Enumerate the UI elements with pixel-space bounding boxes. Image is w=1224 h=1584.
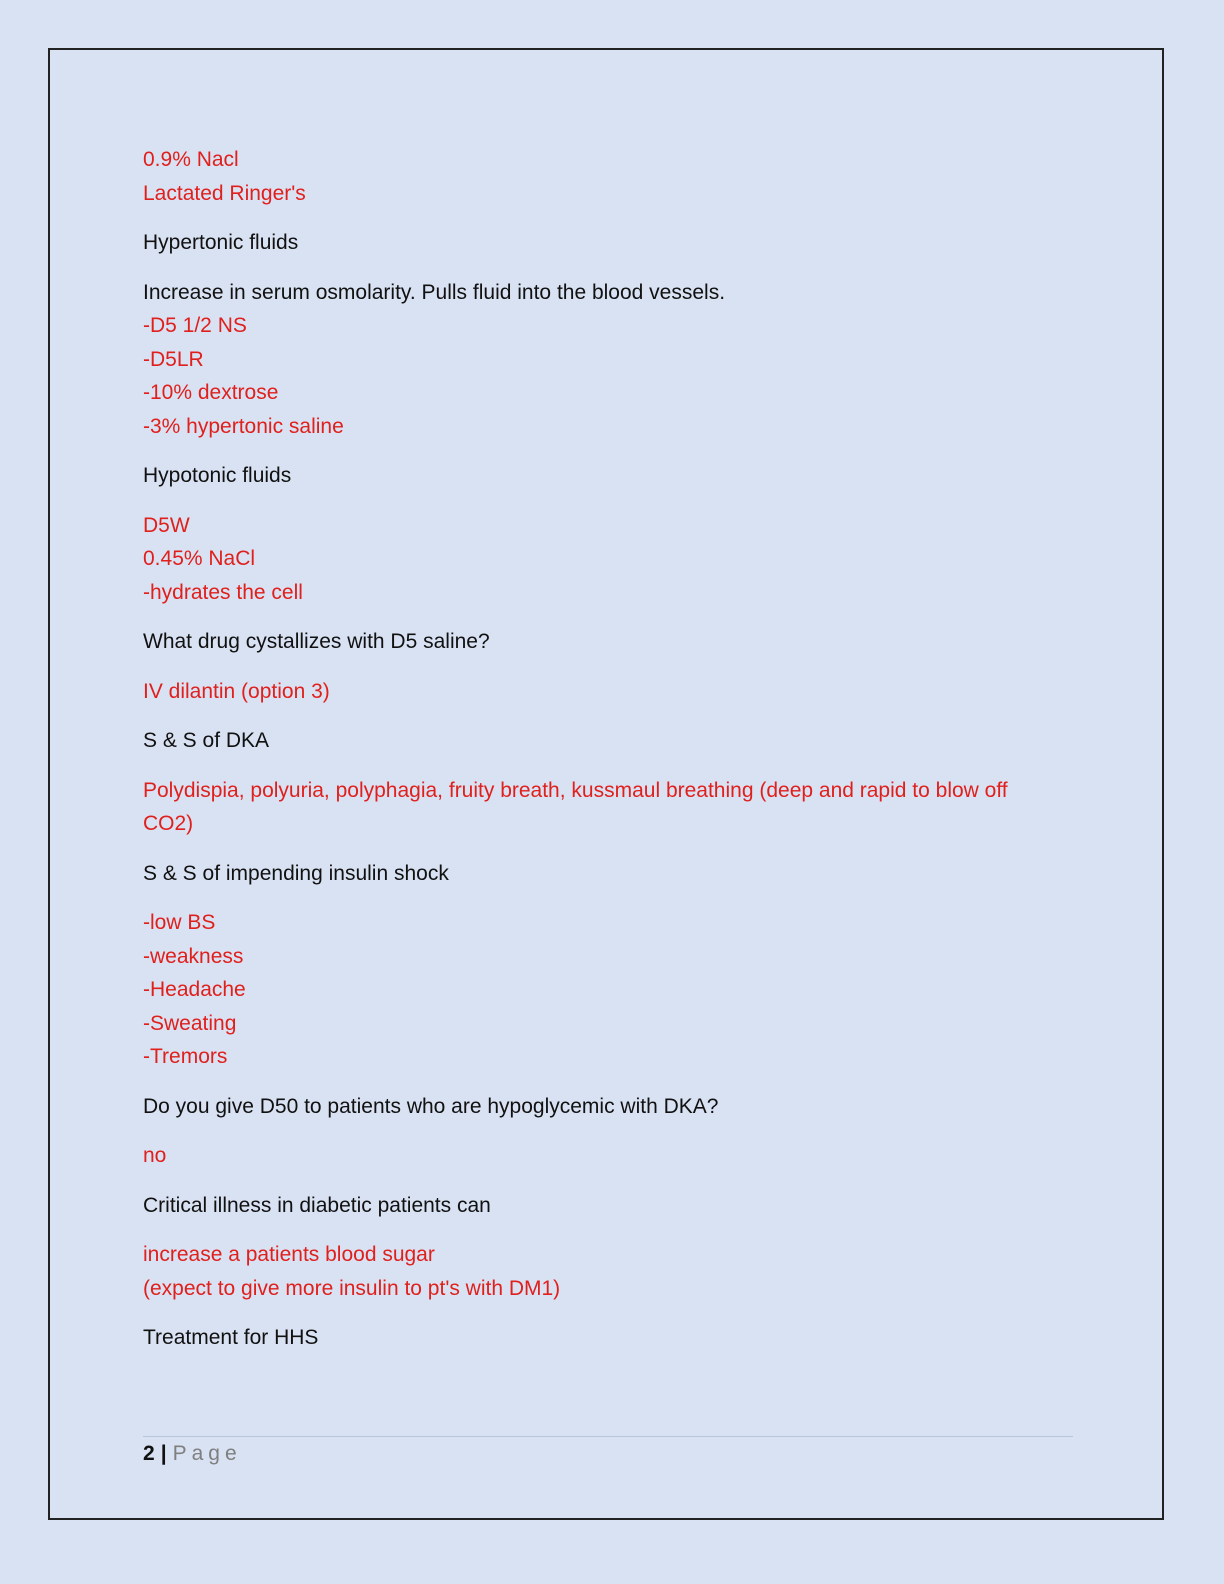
question-block	[143, 1321, 1063, 1355]
answer-block	[143, 675, 1063, 709]
answer-line: -Headache	[143, 978, 246, 1001]
question-block	[143, 1189, 1063, 1223]
question-line: Hypotonic fluids	[143, 464, 292, 487]
answer-line: IV dilantin (option 3)	[143, 679, 330, 703]
answer-line: -Tremors	[143, 1045, 228, 1068]
question-line: Do you give D50 to patients who are hypoglycemic with DKA?	[143, 1094, 719, 1118]
page-label: Page	[172, 1442, 242, 1465]
question-block	[143, 724, 1063, 758]
answer-block	[143, 1238, 1063, 1305]
question-line: What drug cystallizes with D5 saline?	[143, 630, 490, 653]
answer-line: (expect to give more insulin to pt's with DM1)	[143, 1276, 561, 1300]
question-line: Increase in serum osmolarity. Pulls fluid into the blood vessels.	[143, 280, 726, 304]
question-line: S & S of DKA	[143, 729, 270, 752]
footer-divider	[143, 1436, 1073, 1437]
answer-line: Lactated Ringer's	[143, 181, 306, 205]
answer-line: D5W	[143, 513, 190, 537]
question-block	[143, 226, 1063, 260]
answer-line: -D5LR	[143, 347, 204, 371]
answer-block	[143, 509, 1063, 610]
answer-block	[143, 906, 1063, 1074]
answer-line: 0.9% Nacl	[143, 148, 239, 171]
answer-line: -hydrates the cell	[143, 580, 303, 604]
answer-line: -D5 1/2 NS	[143, 314, 247, 337]
answer-line: -10% dextrose	[143, 381, 279, 404]
answer-block	[143, 276, 1063, 444]
question-block	[143, 459, 1063, 493]
question-block	[143, 857, 1063, 891]
question-line: Hypertonic fluids	[143, 231, 299, 254]
page-number: 2	[143, 1442, 155, 1465]
question-block	[143, 1090, 1063, 1124]
answer-line: -weakness	[143, 944, 244, 968]
question-line: Critical illness in diabetic patients can	[143, 1193, 491, 1217]
footer-separator: |	[160, 1442, 167, 1465]
document-body	[143, 143, 1063, 1371]
answer-line: -Sweating	[143, 1011, 237, 1035]
answer-line: -3% hypertonic saline	[143, 414, 344, 438]
question-block	[143, 625, 1063, 659]
answer-block	[143, 1139, 1063, 1173]
answer-line: 0.45% NaCl	[143, 547, 256, 570]
question-line: S & S of impending insulin shock	[143, 861, 449, 885]
answer-block	[143, 774, 1063, 841]
answer-line: increase a patients blood sugar	[143, 1243, 435, 1266]
answer-line: -low BS	[143, 911, 216, 934]
page-footer	[143, 1440, 242, 1468]
answer-block	[143, 143, 1063, 210]
question-line: Treatment for HHS	[143, 1326, 319, 1349]
answer-line: Polydispia, polyuria, polyphagia, fruity breath, kussmaul breathing (deep and rapid to blow off CO2)	[143, 778, 1008, 835]
answer-line: no	[143, 1144, 167, 1167]
